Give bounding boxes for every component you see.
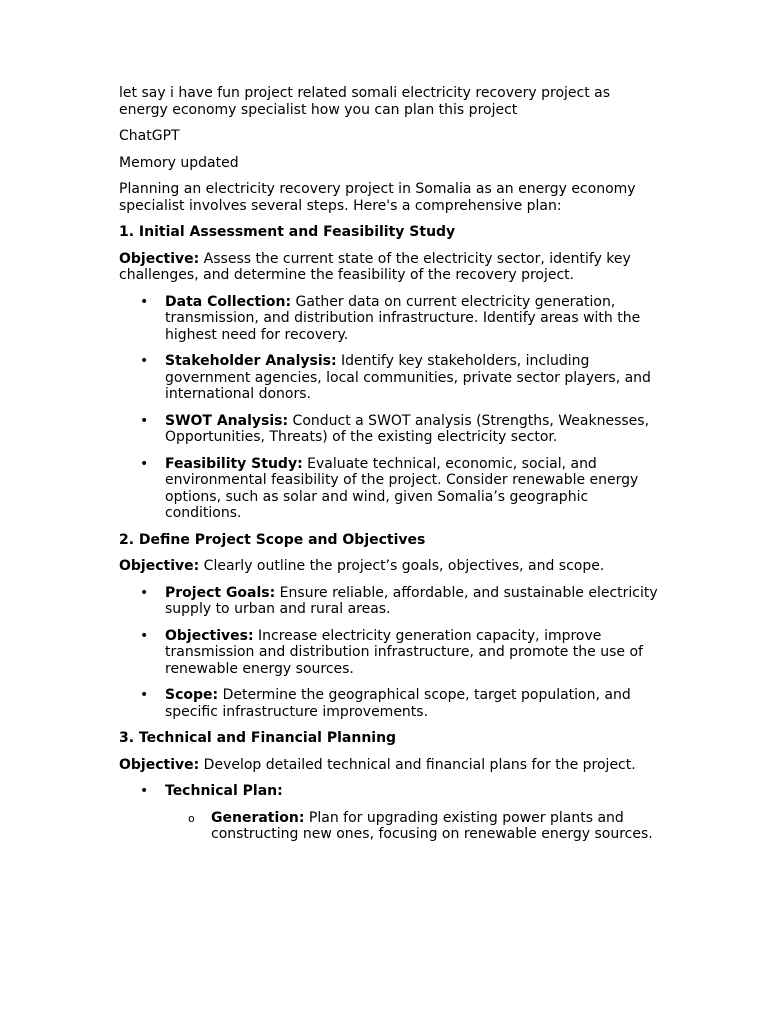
objective-label: Objective: — [119, 756, 200, 773]
bullet-list — [119, 294, 659, 522]
list-item — [119, 294, 659, 344]
list-item — [119, 628, 659, 678]
subitem-text: Plan for upgrading existing power plants and constructing new ones, focusing on renewable energy sources. — [211, 809, 653, 842]
item-label: Data Collection: — [165, 293, 292, 310]
section-heading: 1. Initial Assessment and Feasibility Study — [119, 224, 456, 240]
sub-bullet-list — [165, 810, 659, 843]
item-label: Stakeholder Analysis: — [165, 353, 337, 369]
section-heading: 3. Technical and Financial Planning — [119, 730, 397, 746]
item-label: Feasibility Study: — [165, 455, 303, 472]
item-text: Identify key stakeholders, including government agencies, local communities, private sector players, and international donors. — [165, 353, 651, 402]
objective-label: Objective: — [119, 558, 200, 574]
list-item — [119, 456, 659, 522]
item-text: Evaluate technical, economic, social, and environmental feasibility of the project. Consider renewable energy options, such as solar and wind, given Somalia’s geographic conditions. — [165, 455, 639, 521]
item-label: Objectives: — [165, 627, 254, 644]
list-item — [119, 687, 659, 720]
list-item — [119, 353, 659, 403]
list-item — [119, 413, 659, 446]
intro-paragraph: Planning an electricity recovery project in Somalia as an energy economy specialist involves several steps. Here's a comprehensive plan: — [119, 181, 636, 214]
section-objective — [119, 757, 659, 774]
list-item — [119, 783, 659, 843]
item-text: Increase electricity generation capacity, improve transmission and distribution infrastructure, and promote the use of renewable energy sources. — [165, 627, 643, 677]
list-item — [119, 585, 659, 618]
section-objective — [119, 558, 659, 575]
item-label: Scope: — [165, 687, 219, 703]
objective-label: Objective: — [119, 250, 200, 267]
objective-text: Clearly outline the project’s goals, objectives, and scope. — [199, 558, 605, 574]
bullet-list — [119, 783, 659, 843]
objective-text: Develop detailed technical and financial plans for the project. — [199, 756, 636, 773]
objective-text: Assess the current state of the electricity sector, identify key challenges, and determine the feasibility of the recovery project. — [119, 250, 631, 283]
item-text: Gather data on current electricity generation, transmission, and distribution infrastructure. Identify areas with the highest need for recovery. — [165, 293, 641, 343]
memory-note: Memory updated — [119, 154, 239, 171]
item-text: Determine the geographical scope, target population, and specific infrastructure improvements. — [165, 687, 631, 720]
item-text: Ensure reliable, affordable, and sustainable electricity supply to urban and rural areas. — [165, 584, 658, 617]
item-label: Project Goals: — [165, 584, 276, 601]
item-label: Technical Plan: — [165, 783, 283, 799]
subitem-label: Generation: — [211, 809, 305, 826]
item-label: SWOT Analysis: — [165, 412, 289, 429]
bullet-list — [119, 585, 659, 721]
document-body — [119, 85, 659, 853]
user-prompt: let say i have fun project related somali electricity recovery project as energy economy specialist how you can plan this project — [119, 85, 611, 118]
item-text: Conduct a SWOT analysis (Strengths, Weaknesses, Opportunities, Threats) of the existing electricity sector. — [165, 412, 650, 445]
section-objective — [119, 251, 659, 284]
speaker-label: ChatGPT — [119, 128, 180, 144]
sub-list-item — [165, 810, 659, 843]
section-heading: 2. Define Project Scope and Objectives — [119, 531, 426, 548]
